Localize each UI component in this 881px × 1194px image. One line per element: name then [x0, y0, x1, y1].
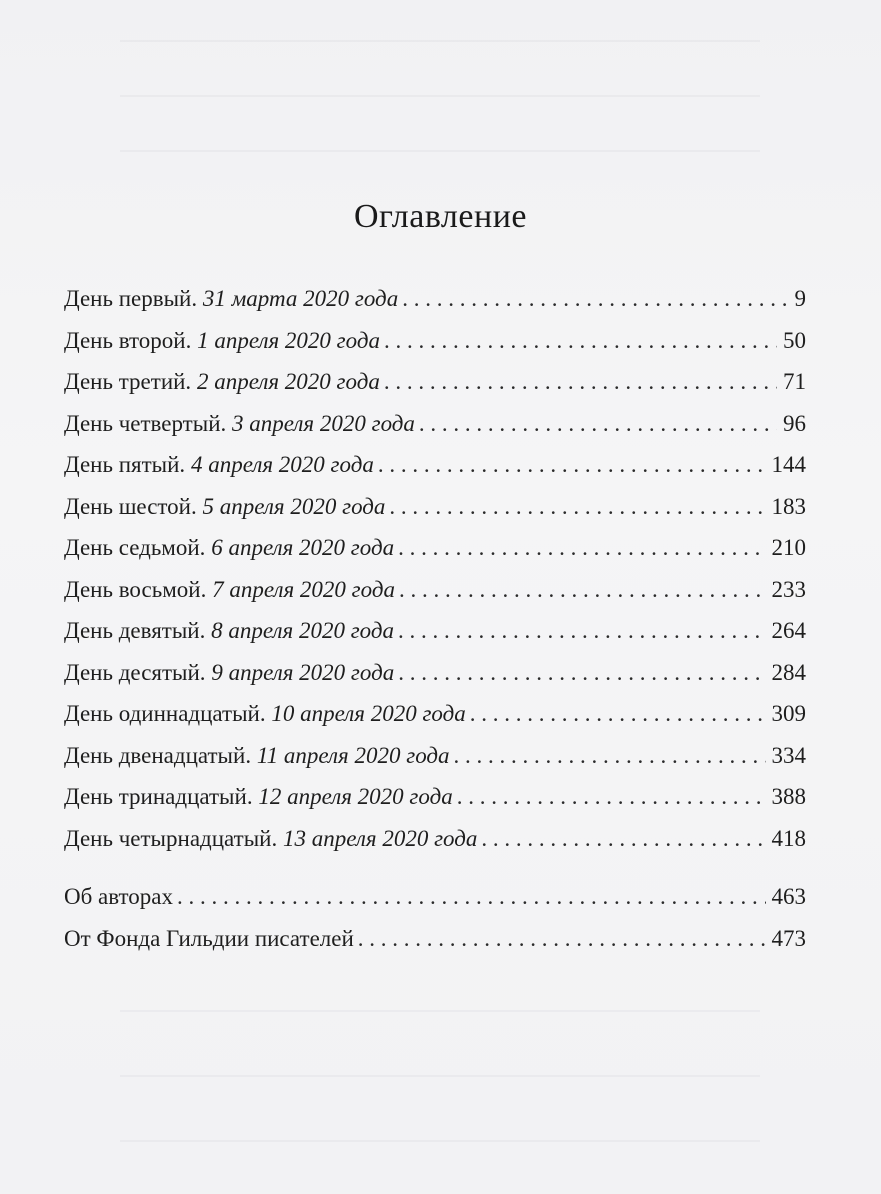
entry-page-number: 473: [771, 925, 806, 951]
entry-label: От Фонда Гильдии писателей: [64, 925, 354, 951]
entry-page-number: 144: [771, 452, 806, 477]
dot-leader: [419, 403, 777, 445]
dot-leader: [402, 278, 788, 320]
entry-date: 2 апреля 2020 года: [196, 369, 380, 394]
entry-page-number: 210: [771, 535, 806, 560]
dot-leader: [398, 527, 765, 569]
toc-entry[interactable]: [64, 818, 806, 860]
entry-label: [64, 320, 380, 362]
toc-entry[interactable]: [64, 776, 806, 818]
entry-date: 31 марта 2020 года: [202, 286, 399, 311]
show-through-line: [120, 40, 760, 42]
entry-day: День пятый.: [64, 452, 186, 477]
entry-day: День тринадцатый.: [64, 784, 253, 809]
toc-entry[interactable]: [64, 610, 806, 652]
entry-page-number: 284: [771, 659, 806, 685]
entry-page-number: 418: [771, 825, 806, 851]
entry-day: День десятый.: [64, 659, 206, 685]
toc-entry[interactable]: [64, 735, 806, 777]
entry-date: 1 апреля 2020 года: [197, 327, 380, 353]
toc-entry[interactable]: [64, 569, 806, 611]
table-of-contents: [64, 278, 806, 959]
entry-page-number: 9: [794, 286, 806, 311]
entry-day: День седьмой.: [64, 535, 206, 560]
toc-entry[interactable]: [64, 693, 806, 735]
toc-entry-about-authors[interactable]: [64, 876, 806, 918]
dot-leader: [389, 486, 765, 528]
entry-label: [64, 776, 453, 818]
entry-page-number: 264: [771, 618, 806, 643]
entry-date: 11 апреля 2020 года: [256, 742, 450, 768]
entry-day: День четвертый.: [64, 410, 227, 436]
toc-entry[interactable]: [64, 527, 806, 569]
entry-date: 12 апреля 2020 года: [258, 784, 453, 809]
dot-leader: [378, 444, 766, 486]
entry-label: [64, 486, 385, 528]
entry-page-number: 463: [771, 884, 806, 909]
entry-label: [64, 818, 477, 860]
toc-entry-writers-guild-foundation[interactable]: [64, 918, 806, 960]
show-through-line: [120, 1075, 760, 1077]
entry-date: 5 апреля 2020 года: [202, 493, 386, 519]
dot-leader: [384, 320, 777, 362]
dot-leader: [358, 918, 766, 960]
dot-leader: [398, 652, 765, 694]
entry-day: День одиннадцатый.: [64, 701, 266, 726]
dot-leader: [384, 361, 777, 403]
toc-entry[interactable]: [64, 486, 806, 528]
dot-leader: [481, 818, 765, 860]
entry-date: 13 апреля 2020 года: [282, 825, 478, 851]
entry-page-number: 233: [771, 576, 806, 602]
entry-date: 6 апреля 2020 года: [211, 535, 395, 560]
entry-label: [64, 569, 395, 611]
dot-leader: [177, 876, 765, 918]
entry-date: 10 апреля 2020 года: [271, 701, 466, 726]
entry-day: День девятый.: [64, 618, 206, 643]
entry-label: [64, 527, 394, 569]
entry-label: [64, 278, 398, 320]
entry-date: 7 апреля 2020 года: [212, 576, 395, 602]
toc-entry[interactable]: [64, 361, 806, 403]
toc-entry[interactable]: [64, 652, 806, 694]
entry-label: [64, 652, 394, 694]
dot-leader: [470, 693, 766, 735]
entry-page-number: 334: [771, 742, 806, 768]
entry-page-number: 309: [771, 701, 806, 726]
entry-day: День первый.: [64, 286, 198, 311]
dot-leader: [399, 569, 766, 611]
toc-entry[interactable]: [64, 278, 806, 320]
entry-label: Об авторах: [64, 884, 174, 909]
dot-leader: [457, 776, 766, 818]
entry-date: 4 апреля 2020 года: [190, 452, 374, 477]
entry-label: [64, 693, 466, 735]
dot-leader: [454, 735, 766, 777]
entry-date: 3 апреля 2020 года: [232, 410, 415, 436]
entry-page-number: 388: [771, 784, 806, 809]
entry-day: День четырнадцатый.: [64, 825, 278, 851]
show-through-line: [120, 1010, 760, 1012]
toc-entry[interactable]: [64, 403, 806, 445]
toc-entry[interactable]: [64, 444, 806, 486]
dot-leader: [398, 610, 765, 652]
entry-day: День второй.: [64, 327, 192, 353]
show-through-line: [120, 150, 760, 152]
entry-page-number: 183: [771, 493, 806, 519]
entry-day: День двенадцатый.: [64, 742, 252, 768]
page-title: Оглавление: [354, 198, 527, 235]
entry-page-number: 96: [783, 410, 806, 436]
entry-day: День третий.: [64, 369, 192, 394]
show-through-line: [120, 95, 760, 97]
entry-label: [64, 361, 380, 403]
entry-label: [64, 403, 415, 445]
entry-label: [64, 610, 394, 652]
entry-day: День шестой.: [64, 493, 197, 519]
entry-date: 9 апреля 2020 года: [211, 659, 395, 685]
entry-day: День восьмой.: [64, 576, 207, 602]
entry-label: [64, 735, 450, 777]
entry-page-number: 50: [783, 327, 806, 353]
toc-entry[interactable]: [64, 320, 806, 362]
entry-page-number: 71: [783, 369, 806, 394]
show-through-line: [120, 1140, 760, 1142]
entry-date: 8 апреля 2020 года: [211, 618, 395, 643]
entry-label: [64, 444, 374, 486]
